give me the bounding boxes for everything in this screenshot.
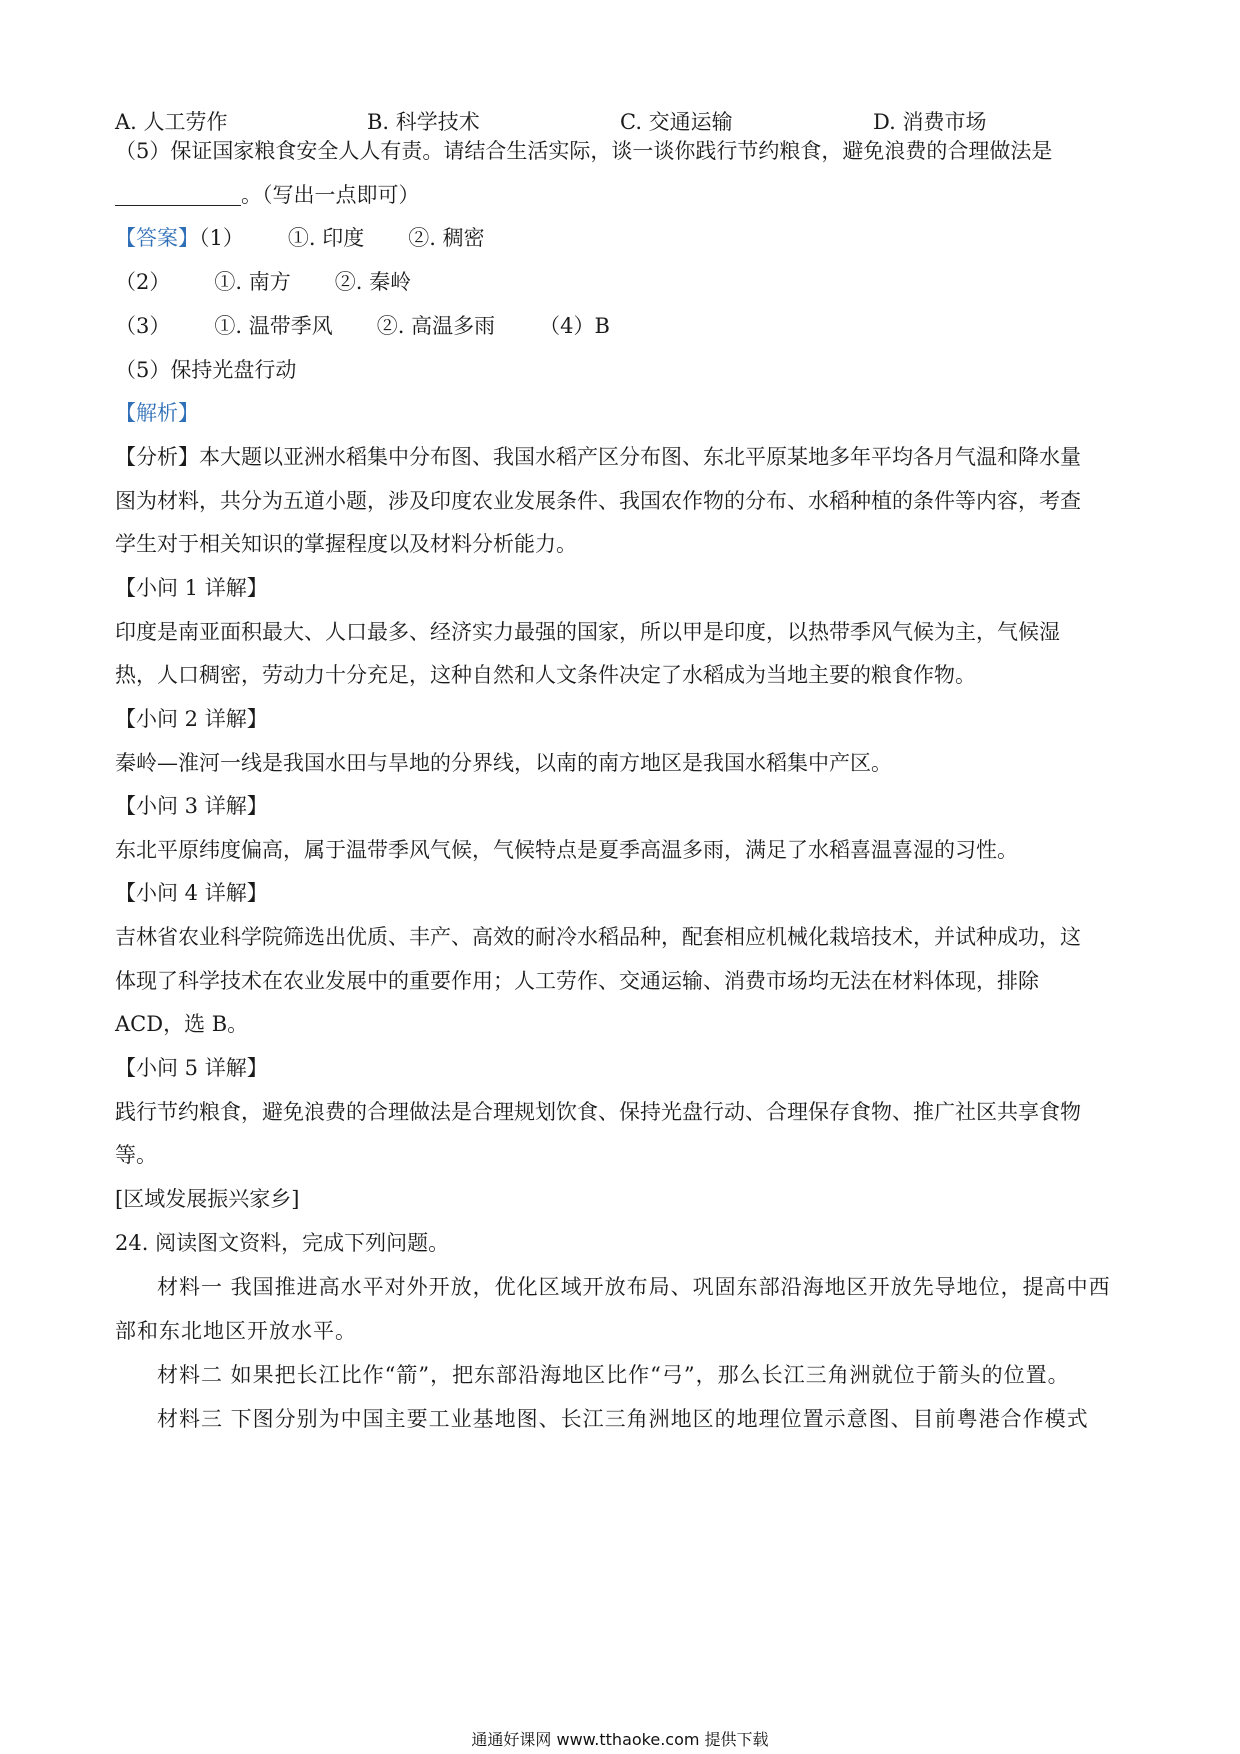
material-1-line1: 材料一 我国推进高水平对外开放，优化区域开放布局、巩固东部沿海地区开放先导地位，提高中西 [157,1275,1111,1299]
question-24-title: 24. 阅读图文资料，完成下列问题。 [115,1231,450,1255]
analysis-summary-1: 【分析】本大题以亚洲水稻集中分布图、我国水稻产区分布图、东北平原某地多年平均各月气温和降水量 [115,445,1081,469]
answer-2-part2: ②. 秦岭 [334,270,412,294]
q2-detail-1: 秦岭—淮河一线是我国水田与旱地的分界线，以南的南方地区是我国水稻集中产区。 [115,751,892,775]
q5-prompt-line2 [115,180,420,210]
section-heading: [区域发展振兴家乡] [115,1187,300,1211]
answer-3-part1: ①. 温带季风 [214,314,333,338]
analysis-summary-2: 图为材料，共分为五道小题，涉及印度农业发展条件、我国农作物的分布、水稻种植的条件等内容，考查 [115,489,1081,513]
answer-1-number: （1） [199,226,244,250]
material-2: 材料二 如果把长江比作“箭”，把东部沿海地区比作“弓”，那么长江三角洲就位于箭头的位置。 [157,1363,1070,1387]
q4-detail-1: 吉林省农业科学院筛选出优质、丰产、高效的耐冷水稻品种，配套相应机械化栽培技术，并试种成功，这 [115,925,1081,949]
q5-detail-heading: 【小问 5 详解】 [115,1056,268,1080]
answer-3-number: （3） [115,314,171,338]
q3-detail-heading: 【小问 3 详解】 [115,794,268,818]
q4-options [115,106,1135,136]
page-footer: 通通好课网 www.tthaoke.com 提供下载 [471,1730,769,1749]
q2-detail-heading: 【小问 2 详解】 [115,707,268,731]
q4-detail-3: ACD，选 B。 [115,1012,249,1036]
q5-prompt-line1: （5）保证国家粮食安全人人有责。请结合生活实际，谈一谈你践行节约粮食，避免浪费的合理做法是 [115,139,1053,163]
answer-5: （5）保持光盘行动 [115,358,297,382]
answer-line-3 [115,311,610,341]
q5-detail-2: 等。 [115,1143,157,1167]
answer-tag: 【答案】 [115,226,199,250]
q5-detail-1: 践行节约粮食，避免浪费的合理做法是合理规划饮食、保持光盘行动、合理保存食物、推广社区共享食物 [115,1100,1081,1124]
q4-detail-2: 体现了科学技术在农业发展中的重要作用；人工劳作、交通运输、消费市场均无法在材料体现，排除 [115,969,1039,993]
q4-detail-heading: 【小问 4 详解】 [115,881,268,905]
answer-line-2 [115,267,411,297]
answer-2-part1: ①. 南方 [214,270,291,294]
material-3: 材料三 下图分别为中国主要工业基地图、长江三角洲地区的地理位置示意图、目前粤港合作模式 [157,1407,1089,1431]
answer-2-number: （2） [115,270,171,294]
q1-detail-1: 印度是南亚面积最大、人口最多、经济实力最强的国家，所以甲是印度，以热带季风气候为主，气候湿 [115,620,1060,644]
q3-detail-1: 东北平原纬度偏高，属于温带季风气候，气候特点是夏季高温多雨，满足了水稻喜温喜湿的习性。 [115,838,1018,862]
option-c: C. 交通运输 [620,110,733,134]
option-b: B. 科学技术 [367,110,480,134]
analysis-tag: 【解析】 [115,401,199,425]
answer-blank [115,183,241,206]
q1-detail-heading: 【小问 1 详解】 [115,576,268,600]
answer-4: （4）B [539,314,610,338]
answer-1-part1: ①. 印度 [287,226,365,250]
q1-detail-2: 热，人口稠密，劳动力十分充足，这种自然和人文条件决定了水稻成为当地主要的粮食作物。 [115,663,976,687]
option-a: A. 人工劳作 [115,110,228,134]
option-d: D. 消费市场 [873,110,987,134]
answer-line-1 [115,223,485,253]
q5-prompt-suffix: 。（写出一点即可） [241,183,420,207]
answer-3-part2: ②. 高温多雨 [376,314,496,338]
analysis-summary-3: 学生对于相关知识的掌握程度以及材料分析能力。 [115,532,577,556]
answer-1-part2: ②. 稠密 [408,226,485,250]
material-1-line2: 部和东北地区开放水平。 [115,1319,357,1343]
